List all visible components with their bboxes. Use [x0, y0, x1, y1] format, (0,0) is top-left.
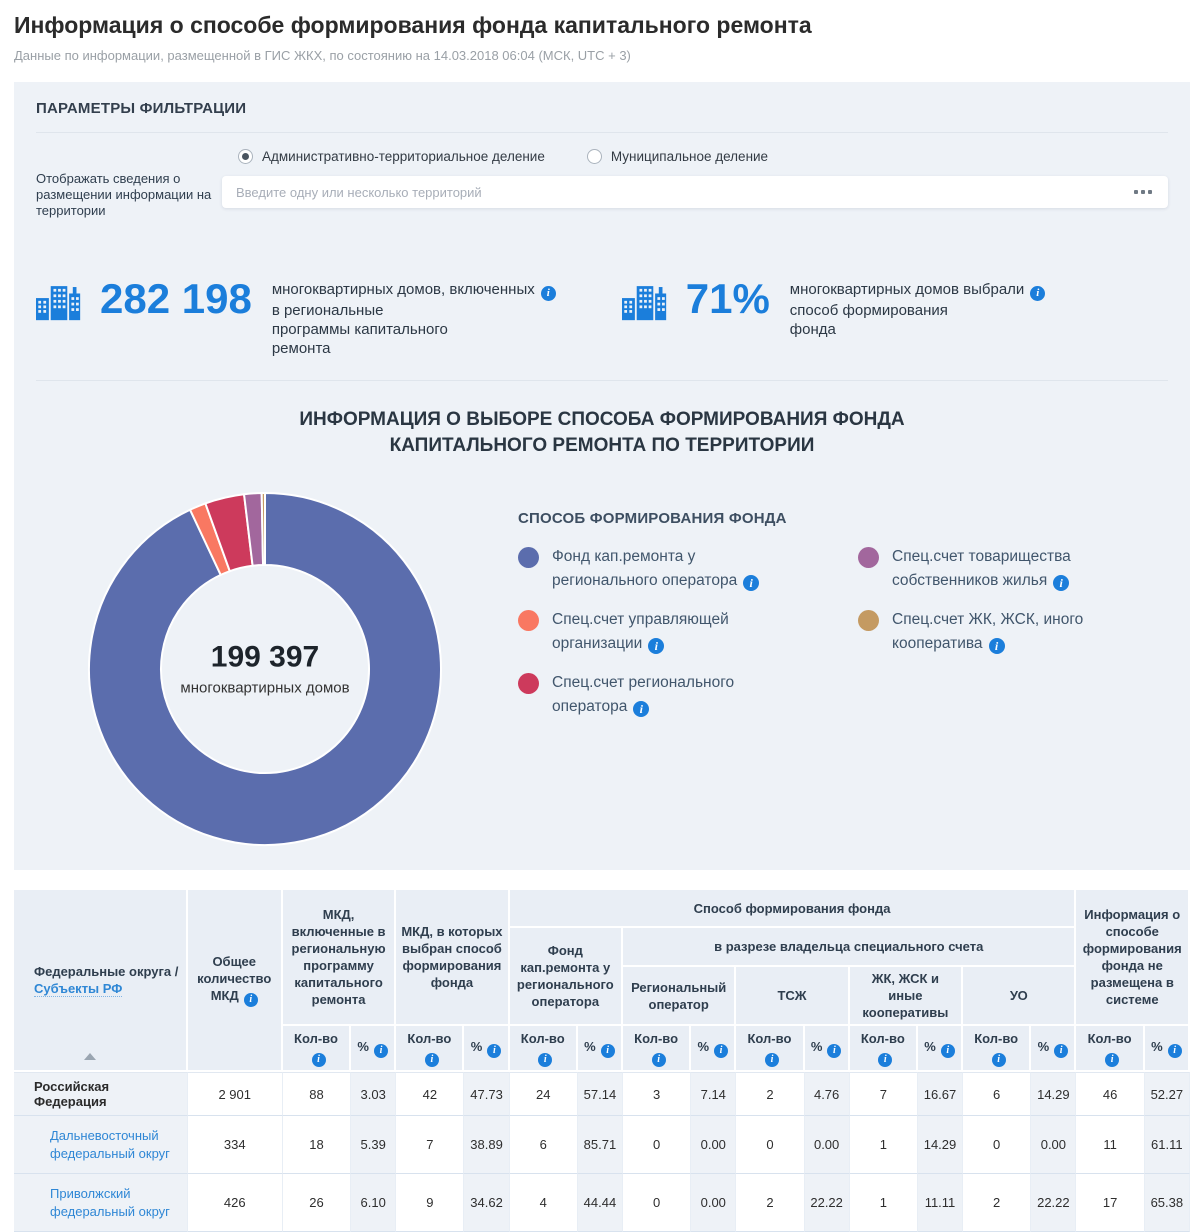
value-cell: 426	[188, 1174, 283, 1232]
value-cell: 14.29	[918, 1116, 963, 1174]
legend-label: Спец.счет управляющей организации	[552, 611, 729, 652]
info-icon[interactable]: i	[1105, 1053, 1119, 1067]
value-cell: 0.00	[691, 1174, 736, 1232]
col-percent-header: % i	[805, 1026, 850, 1072]
table-row	[14, 1072, 1190, 1116]
col-region-header	[14, 890, 188, 1072]
info-icon[interactable]: i	[714, 1044, 728, 1058]
col-count-header: Кол-воi	[510, 1026, 578, 1072]
value-cell: 4.76	[805, 1072, 850, 1116]
region-title: Федеральные округа /	[34, 964, 179, 979]
value-cell: 3	[623, 1072, 691, 1116]
donut-chart-wrapper	[87, 491, 443, 847]
col-gk-gsk-header: ЖК, ЖСК и иные кооперативы	[850, 967, 963, 1026]
value-cell: 4	[510, 1174, 578, 1232]
stat-chosen-value: 71%	[685, 275, 770, 322]
radio-municipal-label: Муниципальное деление	[610, 149, 769, 164]
value-cell: 11	[1076, 1116, 1144, 1174]
stat-included-value: 282 198	[100, 275, 252, 322]
col-percent-header: % i	[691, 1026, 736, 1072]
value-cell: 38.89	[464, 1116, 509, 1174]
info-icon[interactable]: i	[1053, 575, 1069, 591]
value-cell: 85.71	[578, 1116, 623, 1174]
value-cell: 0	[623, 1116, 691, 1174]
donut-center-label: многоквартирных домов	[180, 679, 350, 697]
col-count-header: Кол-воi	[736, 1026, 804, 1072]
page-subtitle: Данные по информации, размещенной в ГИС ЖКХ, по состоянию на 14.03.2018 06:04 (МСК, UTC + 3)	[14, 48, 631, 63]
value-cell: 0.00	[805, 1116, 850, 1174]
col-chosen-header: МКД, в которых выбран способ формирования фонда	[396, 890, 509, 1026]
value-cell: 0	[963, 1116, 1031, 1174]
col-percent-header: % i	[1145, 1026, 1190, 1072]
page-title: Информация о способе формирования фонда капитального ремонта	[14, 12, 812, 38]
value-cell: 6.10	[351, 1174, 396, 1232]
value-cell: 9	[396, 1174, 464, 1232]
info-icon[interactable]: i	[374, 1044, 388, 1058]
col-tsg-header: ТСЖ	[736, 967, 849, 1026]
value-cell: 88	[283, 1072, 351, 1116]
info-icon[interactable]: i	[648, 638, 664, 654]
territory-picker-button[interactable]	[1132, 186, 1154, 198]
info-icon[interactable]: i	[992, 1053, 1006, 1067]
sort-asc-icon[interactable]	[84, 1053, 96, 1060]
col-count-header: Кол-воi	[283, 1026, 351, 1072]
dashboard-panel	[14, 82, 1190, 870]
group-method-header: Способ формирования фонда	[510, 890, 1077, 928]
value-cell: 0.00	[1031, 1116, 1076, 1174]
legend-item-regop-account	[518, 671, 858, 719]
region-name-cell	[14, 1174, 188, 1232]
territory-input-placeholder: Введите одну или несколько территорий	[236, 184, 482, 200]
info-icon[interactable]: i	[538, 1053, 552, 1067]
info-icon[interactable]: i	[312, 1053, 326, 1067]
col-total-header: Общее количество МКД i	[188, 890, 283, 1072]
value-cell: 14.29	[1031, 1072, 1076, 1116]
value-cell: 7.14	[691, 1072, 736, 1116]
stat-included-houses	[36, 277, 556, 358]
col-no-info-header: Информация о способе формирования фонда не размещена в системе	[1076, 890, 1190, 1026]
divider	[36, 132, 1168, 133]
value-cell: 16.67	[918, 1072, 963, 1116]
radio-selected-icon[interactable]	[238, 149, 253, 164]
value-cell: 2	[736, 1072, 804, 1116]
value-cell: 1	[850, 1174, 918, 1232]
info-icon[interactable]: i	[425, 1053, 439, 1067]
territory-search-input[interactable]	[222, 176, 1168, 208]
table-body	[14, 1072, 1190, 1232]
legend-dot	[858, 610, 879, 631]
col-count-header: Кол-воi	[396, 1026, 464, 1072]
value-cell: 7	[850, 1072, 918, 1116]
value-cell: 22.22	[805, 1174, 850, 1232]
legend-dot	[518, 610, 539, 631]
value-cell: 52.27	[1145, 1072, 1190, 1116]
col-count-header: Кол-воi	[963, 1026, 1031, 1072]
region-name-cell	[14, 1116, 188, 1174]
info-icon[interactable]: i	[244, 993, 258, 1007]
info-icon[interactable]: i	[743, 575, 759, 591]
region-name-cell	[14, 1072, 188, 1116]
value-cell: 6	[963, 1072, 1031, 1116]
value-cell: 334	[188, 1116, 283, 1174]
value-cell: 2 901	[188, 1072, 283, 1116]
stat-included-text: многоквартирных домов, включенных	[271, 281, 535, 298]
buildings-icon	[36, 277, 82, 321]
value-cell: 3.03	[351, 1072, 396, 1116]
col-fund-regop-header: Фонд кап.ремонта у регионального оператора	[510, 928, 623, 1026]
value-cell: 0	[736, 1116, 804, 1174]
region-link[interactable]: Приволжский федеральный округ	[50, 1185, 170, 1219]
donut-slice[interactable]	[262, 493, 265, 565]
legend-item-gsk-account	[858, 608, 1158, 656]
col-count-header: Кол-воi	[623, 1026, 691, 1072]
info-icon[interactable]: i	[1054, 1044, 1068, 1058]
legend-item-fund-regop	[518, 545, 858, 593]
value-cell: 11.11	[918, 1174, 963, 1232]
info-icon[interactable]: i	[633, 701, 649, 717]
legend-item-uo-account	[518, 608, 858, 656]
value-cell: 2	[736, 1174, 804, 1232]
value-cell: 26	[283, 1174, 351, 1232]
value-cell: 6	[510, 1116, 578, 1174]
value-cell: 0	[623, 1174, 691, 1232]
legend-label: Спец.счет регионального оператора	[552, 674, 735, 715]
radio-admin-label: Административно-территориальное деление	[262, 149, 545, 164]
col-count-header: Кол-воi	[850, 1026, 918, 1072]
legend-dot	[858, 547, 879, 568]
col-percent-header: % i	[918, 1026, 963, 1072]
info-icon[interactable]: i	[1168, 1044, 1182, 1058]
group-owner-header: в разрезе владельца специального счета	[623, 928, 1076, 967]
radio-municipal-division[interactable]	[587, 149, 768, 164]
stat-chosen-text: многоквартирных домов выбрали	[789, 281, 1025, 298]
col-count-header: Кол-воi	[1076, 1026, 1144, 1072]
value-cell: 65.38	[1145, 1174, 1190, 1232]
value-cell: 0.00	[691, 1116, 736, 1174]
value-cell: 2	[963, 1174, 1031, 1232]
value-cell: 22.22	[1031, 1174, 1076, 1232]
value-cell: 42	[396, 1072, 464, 1116]
value-cell: 34.62	[464, 1174, 509, 1232]
radio-admin-division[interactable]	[238, 149, 545, 164]
value-cell: 46	[1076, 1072, 1144, 1116]
value-cell: 18	[283, 1116, 351, 1174]
info-icon[interactable]: i	[541, 286, 556, 301]
col-percent-header: % i	[578, 1026, 623, 1072]
table-row	[14, 1116, 1190, 1174]
legend-item-tsg-account	[858, 545, 1158, 593]
value-cell: 57.14	[578, 1072, 623, 1116]
regions-table	[14, 890, 1190, 1232]
stat-chosen-method	[622, 277, 1046, 358]
col-percent-header: % i	[351, 1026, 396, 1072]
col-uo-header: УО	[963, 967, 1076, 1026]
value-cell: 47.73	[464, 1072, 509, 1116]
info-icon[interactable]: i	[989, 638, 1005, 654]
col-percent-header: % i	[464, 1026, 509, 1072]
donut-center-value: 199 397	[210, 640, 320, 674]
value-cell: 61.11	[1145, 1116, 1190, 1174]
stat-included-text-rest: в региональные программы капитального ремонта	[271, 302, 448, 357]
info-icon[interactable]: i	[941, 1044, 955, 1058]
info-icon[interactable]: i	[487, 1044, 501, 1058]
info-icon[interactable]: i	[765, 1053, 779, 1067]
legend-title: СПОСОБ ФОРМИРОВАНИЯ ФОНДА	[518, 510, 787, 527]
region-link[interactable]: Дальневосточный федеральный округ	[50, 1127, 170, 1161]
value-cell: 7	[396, 1116, 464, 1174]
territory-filter-label: Отображать сведения о размещении информации на территории	[36, 171, 212, 218]
legend-label: Фонд кап.ремонта у регионального оператора	[552, 548, 738, 589]
table-row	[14, 1174, 1190, 1232]
region-label: Российская Федерация	[34, 1079, 110, 1109]
radio-unselected-icon[interactable]	[587, 149, 602, 164]
value-cell: 1	[850, 1116, 918, 1174]
info-icon[interactable]: i	[601, 1044, 615, 1058]
info-icon[interactable]: i	[1030, 286, 1045, 301]
divider	[36, 380, 1168, 381]
legend-dot	[518, 547, 539, 568]
col-percent-header: % i	[1031, 1026, 1076, 1072]
value-cell: 5.39	[351, 1116, 396, 1174]
col-reg-operator-header: Региональный оператор	[623, 967, 736, 1026]
filter-section-title: ПАРАМЕТРЫ ФИЛЬТРАЦИИ	[36, 100, 247, 117]
chart-legend	[518, 510, 1166, 734]
subjects-rf-link[interactable]: Субъекты РФ	[34, 981, 123, 996]
buildings-icon	[622, 277, 668, 321]
value-cell: 17	[1076, 1174, 1144, 1232]
legend-label: Спец.счет товарищества собственников жилья	[892, 548, 1071, 589]
col-included-header: МКД, включенные в региональную программу капитального ремонта	[283, 890, 396, 1026]
legend-dot	[518, 673, 539, 694]
chart-title: ИНФОРМАЦИЯ О ВЫБОРЕ СПОСОБА ФОРМИРОВАНИЯ ФОНДА КАПИТАЛЬНОГО РЕМОНТА ПО ТЕРРИТОРИИ	[299, 409, 905, 456]
legend-label: Спец.счет ЖК, ЖСК, иного кооператива	[892, 611, 1084, 652]
info-icon[interactable]: i	[827, 1044, 841, 1058]
info-icon[interactable]: i	[652, 1053, 666, 1067]
stat-chosen-text-rest: способ формирования фонда	[789, 302, 948, 338]
value-cell: 24	[510, 1072, 578, 1116]
value-cell: 44.44	[578, 1174, 623, 1232]
info-icon[interactable]: i	[878, 1053, 892, 1067]
